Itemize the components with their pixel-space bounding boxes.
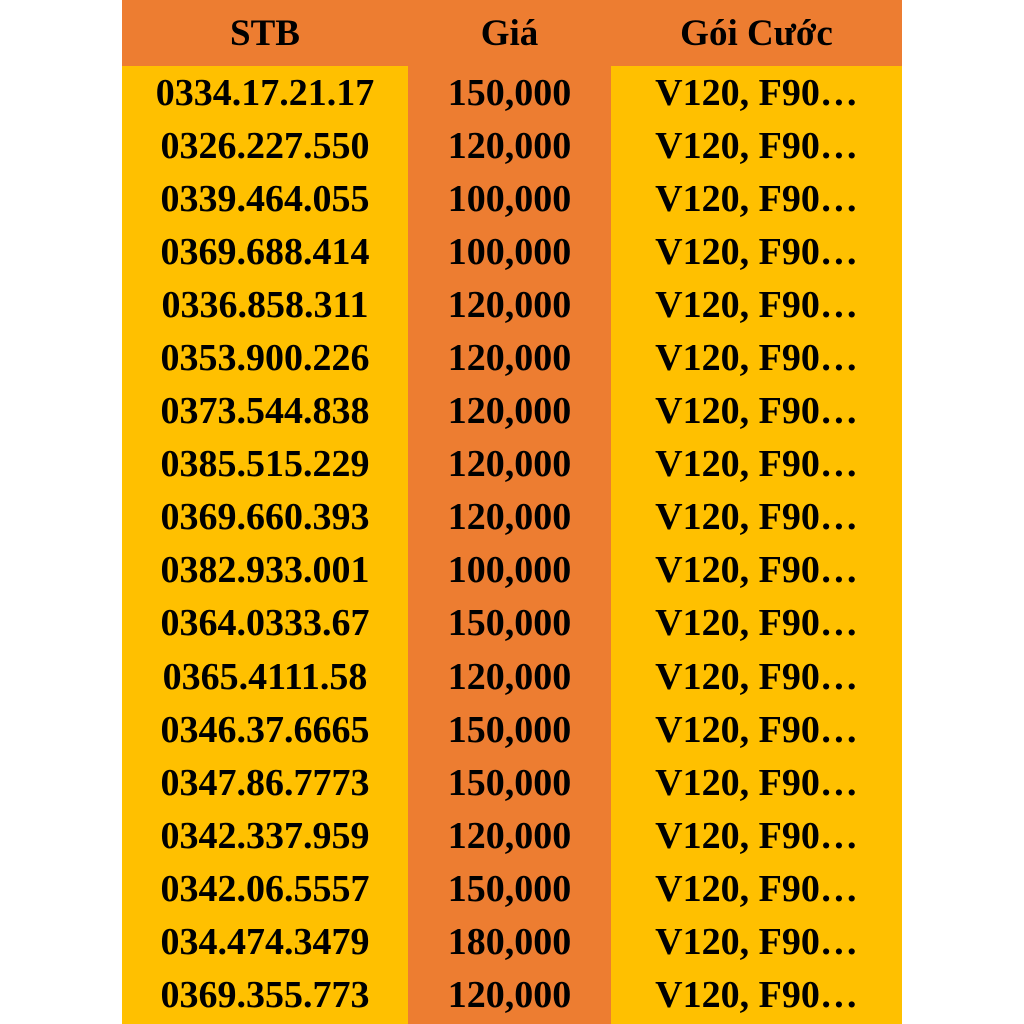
phone-number-cell: 0373.544.838 (160, 392, 370, 431)
price-cell: 120,000 (447, 339, 572, 378)
plan-cell: V120, F90… (655, 73, 858, 112)
table-row (122, 172, 902, 225)
plan-cell: V120, F90… (655, 285, 858, 324)
price-cell: 120,000 (447, 498, 572, 537)
price-cell: 120,000 (447, 816, 572, 855)
table-row (122, 597, 902, 650)
plan-cell: V120, F90… (655, 339, 858, 378)
plan-cell: V120, F90… (655, 816, 858, 855)
table-row (122, 650, 902, 703)
price-cell: 120,000 (447, 126, 572, 165)
phone-number-cell: 0334.17.21.17 (155, 73, 375, 112)
table-row (122, 225, 902, 278)
price-cell: 150,000 (447, 869, 572, 908)
table-row (122, 969, 902, 1022)
table-header-row (122, 0, 902, 66)
header-price: Giá (480, 12, 539, 54)
price-cell: 120,000 (447, 285, 572, 324)
phone-number-cell: 0369.688.414 (160, 232, 370, 271)
table-row (122, 385, 902, 438)
phone-number-cell: 0353.900.226 (160, 339, 370, 378)
price-cell: 120,000 (447, 657, 572, 696)
phone-number-cell: 0369.660.393 (160, 498, 370, 537)
phone-number-cell: 0326.227.550 (160, 126, 370, 165)
phone-number-cell: 0342.337.959 (160, 816, 370, 855)
phone-number-cell: 0382.933.001 (160, 551, 370, 590)
plan-cell: V120, F90… (655, 657, 858, 696)
phone-number-cell: 0347.86.7773 (160, 763, 370, 802)
price-cell: 100,000 (447, 551, 572, 590)
price-cell: 150,000 (447, 710, 572, 749)
header-stb: STB (230, 12, 300, 54)
table-row (122, 438, 902, 491)
phone-number-cell: 0364.0333.67 (160, 604, 370, 643)
plan-cell: V120, F90… (655, 604, 858, 643)
phone-number-cell: 0346.37.6665 (160, 710, 370, 749)
phone-number-price-table (122, 0, 902, 1024)
table-row (122, 809, 902, 862)
price-cell: 100,000 (447, 179, 572, 218)
plan-cell: V120, F90… (655, 710, 858, 749)
plan-cell: V120, F90… (655, 445, 858, 484)
phone-number-cell: 0342.06.5557 (160, 869, 370, 908)
phone-number-cell: 034.474.3479 (160, 923, 370, 962)
table-row (122, 331, 902, 384)
phone-number-cell: 0339.464.055 (160, 179, 370, 218)
phone-number-cell: 0385.515.229 (160, 445, 370, 484)
price-cell: 150,000 (447, 604, 572, 643)
phone-number-cell: 0369.355.773 (160, 976, 370, 1015)
table-row (122, 278, 902, 331)
plan-cell: V120, F90… (655, 498, 858, 537)
table-row (122, 862, 902, 915)
price-cell: 180,000 (447, 923, 572, 962)
table-row (122, 119, 902, 172)
price-cell: 100,000 (447, 232, 572, 271)
plan-cell: V120, F90… (655, 869, 858, 908)
table-row (122, 916, 902, 969)
table-body (122, 66, 902, 1022)
plan-cell: V120, F90… (655, 551, 858, 590)
table-row (122, 544, 902, 597)
price-cell: 120,000 (447, 392, 572, 431)
plan-cell: V120, F90… (655, 976, 858, 1015)
price-cell: 150,000 (447, 763, 572, 802)
price-cell: 120,000 (447, 976, 572, 1015)
plan-cell: V120, F90… (655, 763, 858, 802)
phone-number-cell: 0336.858.311 (161, 285, 369, 324)
table-row (122, 66, 902, 119)
table-row (122, 703, 902, 756)
phone-number-cell: 0365.4111.58 (162, 657, 368, 696)
table-row (122, 756, 902, 809)
table-row (122, 491, 902, 544)
plan-cell: V120, F90… (655, 392, 858, 431)
price-cell: 120,000 (447, 445, 572, 484)
header-plan: Gói Cước (680, 12, 833, 54)
plan-cell: V120, F90… (655, 179, 858, 218)
plan-cell: V120, F90… (655, 126, 858, 165)
price-cell: 150,000 (447, 73, 572, 112)
plan-cell: V120, F90… (655, 923, 858, 962)
plan-cell: V120, F90… (655, 232, 858, 271)
